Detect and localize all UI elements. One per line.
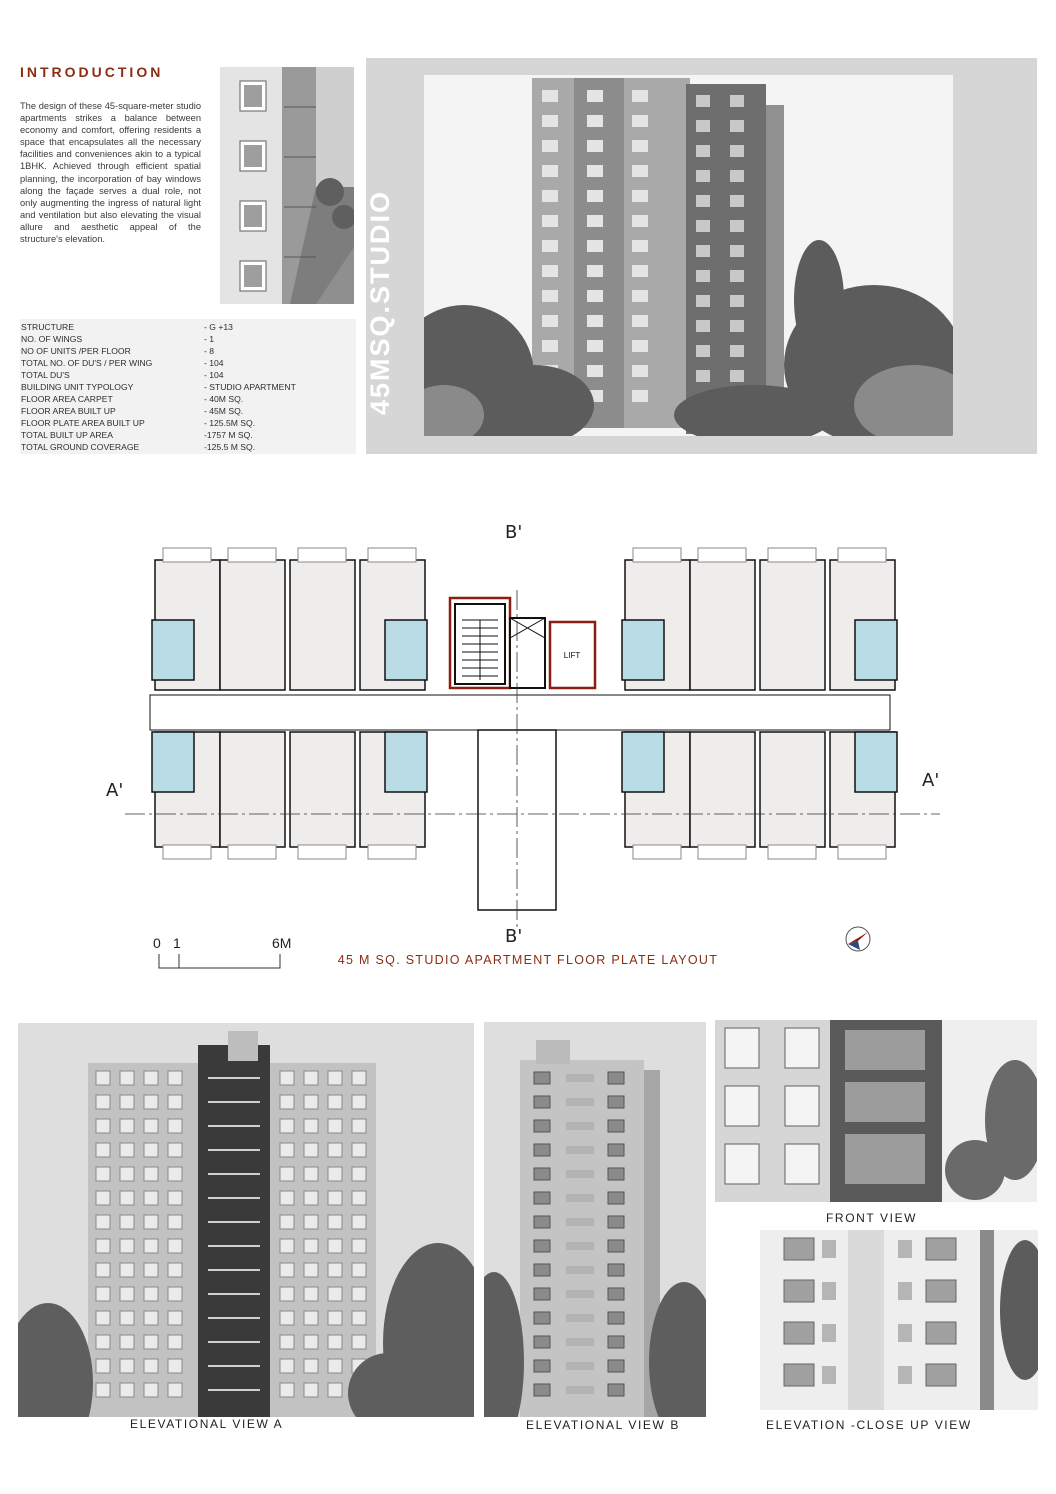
intro-paragraph: The design of these 45-square-meter studio apartments strikes a balance between economy and comfort, offering residents a space that encapsulates all the necessary facilities and conveniences akin to a typical 1BHK. Achieved through efficient spatial planning, the incorporation of bay windows along the façade serves a dual role, not only augmenting the ingress of natural light and ventilation but also elevating the visual allure and aesthetic appeal of the structure's elevation. — [20, 101, 201, 245]
facade-detail-photo — [220, 67, 354, 304]
scale-label-1: 1 — [173, 935, 181, 951]
stat-value: - 8 — [204, 346, 215, 356]
stat-row — [20, 345, 356, 357]
stat-value: -125.5 M SQ. — [204, 442, 256, 452]
elevation-b-image — [484, 1022, 706, 1417]
stat-label: FLOOR PLATE AREA BUILT UP — [21, 418, 145, 428]
stat-value: -1757 M SQ. — [204, 430, 253, 440]
stat-label: FLOOR AREA CARPET — [21, 394, 113, 404]
section-a-left-label: A' — [106, 780, 124, 801]
stat-label: TOTAL NO. OF DU'S / PER WING — [21, 358, 153, 368]
section-b-bottom-label: B' — [505, 926, 523, 947]
stat-value: - 125.5M SQ. — [204, 418, 256, 428]
scale-label-6m: 6M — [272, 935, 292, 951]
closeup-view-image — [760, 1230, 1038, 1410]
section-b-top-label: B' — [505, 522, 523, 543]
project-stats-table — [20, 319, 356, 454]
lift-label: LIFT — [563, 651, 581, 660]
stat-row — [20, 429, 356, 441]
stat-label: STRUCTURE — [21, 322, 74, 332]
stat-label: TOTAL DU'S — [21, 370, 70, 380]
stat-value: - STUDIO APARTMENT — [204, 382, 296, 392]
elevation-b-caption: ELEVATIONAL VIEW B — [526, 1418, 680, 1432]
stat-row — [20, 381, 356, 393]
stat-value: - 40M SQ. — [204, 394, 244, 404]
stat-row — [20, 357, 356, 369]
plan-caption: 45 M SQ. STUDIO APARTMENT FLOOR PLATE LAYOUT — [337, 953, 719, 967]
elevation-a-caption: ELEVATIONAL VIEW A — [130, 1417, 284, 1431]
stat-row — [20, 333, 356, 345]
stat-row — [20, 369, 356, 381]
stat-label: FLOOR AREA BUILT UP — [21, 406, 116, 416]
stat-row — [20, 393, 356, 405]
stat-row — [20, 321, 356, 333]
stat-row — [20, 417, 356, 429]
stat-value: - 104 — [204, 358, 224, 368]
stat-label: NO OF UNITS /PER FLOOR — [21, 346, 131, 356]
elevation-a-image — [18, 1023, 474, 1417]
stat-label: NO. OF WINGS — [21, 334, 83, 344]
stat-label: BUILDING UNIT TYPOLOGY — [21, 382, 134, 392]
stat-row — [20, 405, 356, 417]
hero-render-photo — [424, 75, 953, 436]
stat-label: TOTAL GROUND COVERAGE — [21, 442, 140, 452]
section-a-right-label: A' — [922, 770, 940, 791]
front-view-caption: FRONT VIEW — [826, 1211, 918, 1225]
closeup-view-caption: ELEVATION -CLOSE UP VIEW — [766, 1418, 972, 1432]
north-arrow-icon — [844, 924, 874, 954]
hero-vertical-label: 45MSQ.STUDIO — [365, 189, 395, 415]
stat-value: - G +13 — [204, 322, 233, 332]
intro-title: INTRODUCTION — [20, 64, 164, 80]
stat-label: TOTAL BUILT UP AREA — [21, 430, 114, 440]
stat-row — [20, 441, 356, 453]
stat-value: - 104 — [204, 370, 224, 380]
front-view-image — [715, 1020, 1037, 1202]
stat-value: - 1 — [204, 334, 215, 344]
scale-label-0: 0 — [153, 935, 161, 951]
stat-value: - 45M SQ. — [204, 406, 244, 416]
floor-plan — [100, 520, 960, 940]
